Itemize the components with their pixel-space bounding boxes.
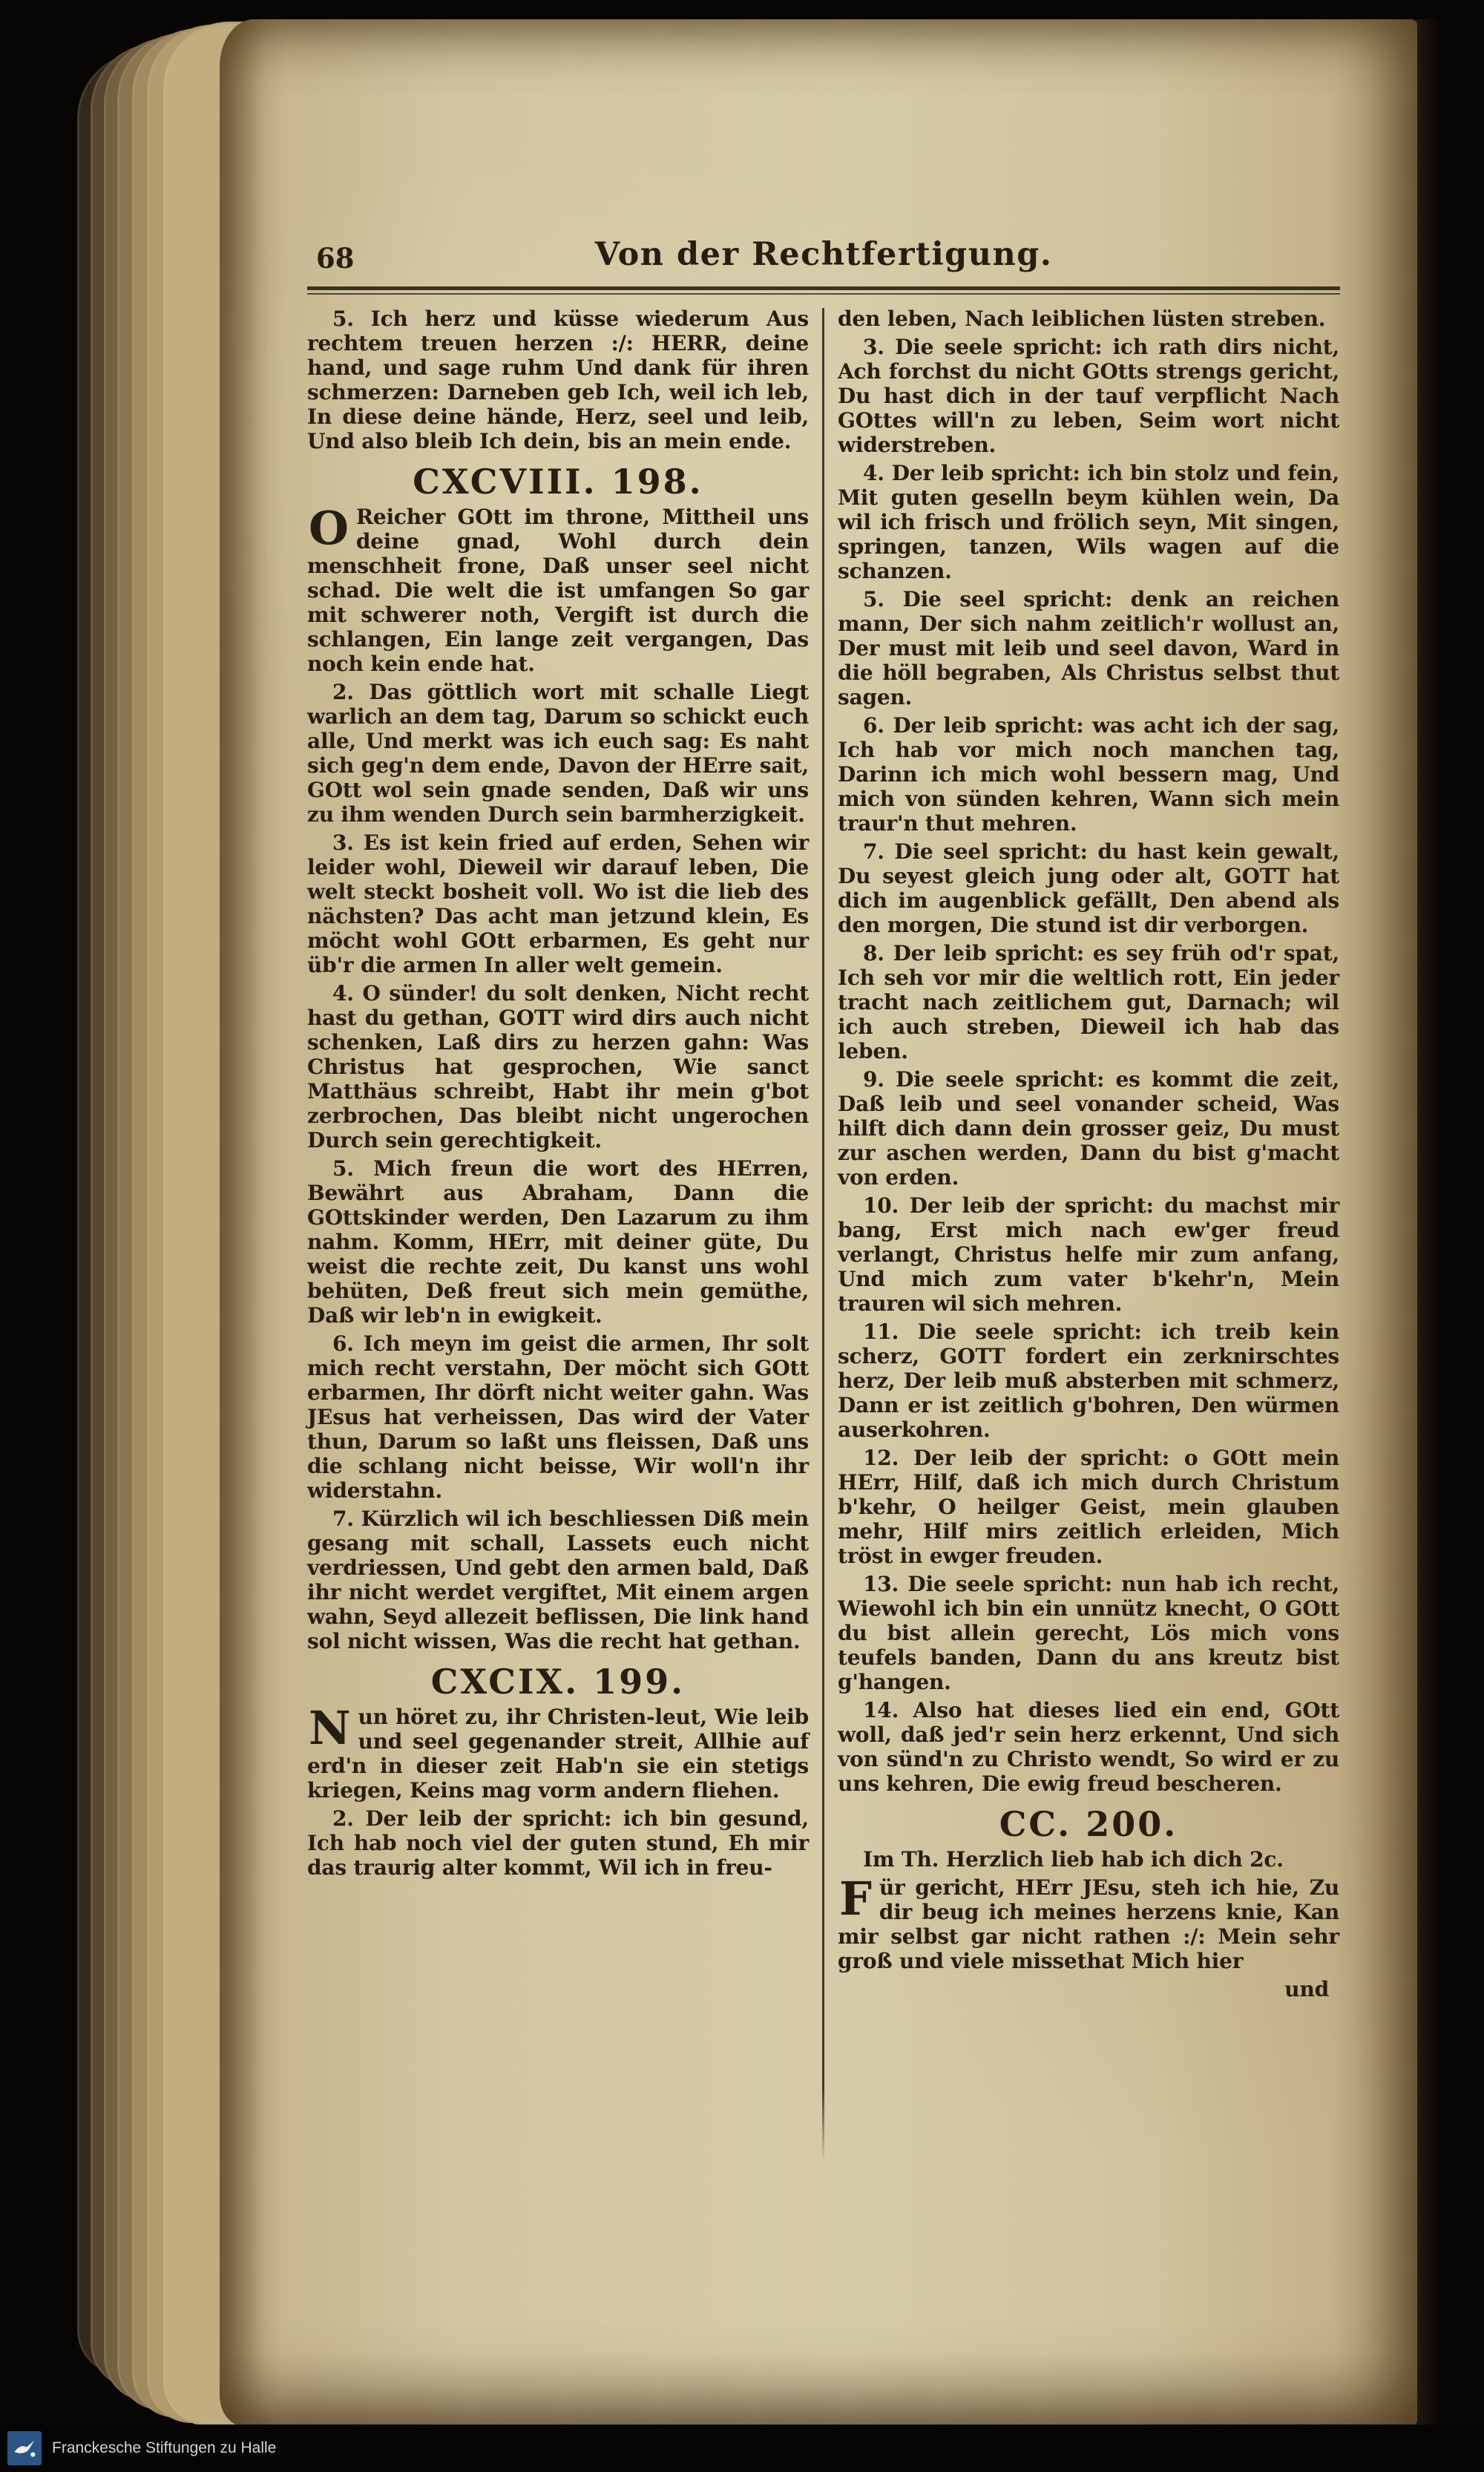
verse-paragraph: 3. Die seele spricht: ich rath dirs nicht, Ach forchst du nicht GOtts strengs gericht, Du hast dich in der tauf verpflicht Nach GOttes will'n zu leben, Seim wort nicht widerstreben. xyxy=(838,335,1339,457)
text-columns xyxy=(307,306,1340,2162)
verse-paragraph: Im Th. Herzlich lieb hab ich dich 2c. xyxy=(863,1847,1284,1872)
archive-watermark-bar xyxy=(0,2425,1484,2472)
verse-paragraph: 13. Die seele spricht: nun hab ich recht, Wiewohl ich bin ein unnütz knecht, O GOtt du bist allein gerecht, Lös mich vons teufels banden, Dann du ans kreutz bist g'hangen. xyxy=(838,1572,1339,1694)
verse-paragraph: 12. Der leib der spricht: o GOtt mein HErr, Hilf, daß ich mich durch Christum b'kehr, O heilger Geist, mein glauben mehr, Hilf mirs zeitlich erleiden, Mich tröst in ewger freuden. xyxy=(838,1446,1339,1568)
catchword: und xyxy=(1284,1977,1329,2001)
franckesche-eagle-logo-icon xyxy=(7,2431,42,2465)
verse-paragraph-dropcap: O Reicher GOtt im throne, Mittheil uns deine gnad, Wohl durch dein menschheit frone, Daß unser seel nicht schad. Die welt die ist umfangen So gar mit schwerer noth, Vergift ist durch die schlangen, Ein lange zeit vergangen, Das noch kein ende hat. xyxy=(307,501,809,676)
verse-paragraph-dropcap: Nun höret zu, ihr Christen-leut, Wie leib und seel gegenander streit, Allhie auf erd'n in dieser zeit Hab'n sie ein stetigs kriegen, Keins mag vorm andern fliehen. xyxy=(307,1701,809,1803)
verse-paragraph: 14. Also hat dieses lied ein end, GOtt woll, daß jed'r sein herz erkennt, Und sich von sünd'n zu Christo wendt, So wird er zu uns kehren, Die ewig freud bescheren. xyxy=(838,1698,1339,1796)
book-page xyxy=(220,19,1417,2427)
verse-paragraph-dropcap: Für gericht, HErr JEsu, steh ich hie, Zu dir beug ich meines herzens knie, Kan mir selbst gar nicht rathen :/: Mein sehr groß und viele missethat Mich hier xyxy=(838,1872,1339,1973)
right-column xyxy=(838,306,1339,2162)
drop-cap-initial: O xyxy=(309,501,349,555)
verse-paragraph: 11. Die seele spricht: ich treib kein scherz, GOTT fordert ein zerknirschtes herz, Der leib muß absterben mit schmerz, Dann er ist zeitlich g'bohren, Den würmen auserkohren. xyxy=(838,1319,1339,1442)
verse-paragraph: 4. Der leib spricht: ich bin stolz und fein, Mit guten geselln beym kühlen wein, Da wil ich frisch und frölich seyn, Mit singen, springen, tanzen, Wils wagen auf die schanzen. xyxy=(838,461,1339,583)
running-title: Von der Rechtfertigung. xyxy=(594,236,1053,273)
left-column xyxy=(307,306,809,2162)
verse-paragraph: 5. Ich herz und küsse wiederum Aus rechtem treuen herzen :/: HERR, deine hand, und sage ruhm Und dank für ihren schmerzen: Darneben geb Ich, weil ich leb, In diese deine hände, Herz, seel und leib, Und also bleib Ich dein, bis an mein ende. xyxy=(307,306,809,453)
watermark-label: Franckesche Stiftungen zu Halle xyxy=(52,2439,277,2456)
verse-paragraph: 7. Kürzlich wil ich beschliessen Diß mein gesang mit schall, Lassets euch nicht verdriessen, Und gebt den armen bald, Daß ihr nicht werdet vergiftet, Mit einem argen wahn, Seyd allezeit beflissen, Die link hand sol nicht wissen, Was die recht hat gethan. xyxy=(307,1507,809,1653)
column-divider-rule xyxy=(822,308,824,2162)
verse-paragraph: 9. Die seele spricht: es kommt die zeit, Daß leib und seel vonander scheid, Was hilft dich dann dein grosser geiz, Du must zur aschen werden, Dann du bist g'macht von erden. xyxy=(838,1067,1339,1190)
hymn-number-heading: CC. 200. xyxy=(999,1804,1178,1844)
page-number: 68 xyxy=(316,242,355,275)
verse-paragraph: 5. Die seel spricht: denk an reichen mann, Der sich nahm zeitlich'r wollust an, Der must mit leib und seel davon, Ward in die höll begraben, Als Christus selbst thut sagen. xyxy=(838,587,1339,709)
page-gutter-shadow xyxy=(1416,19,1438,2427)
header-rule xyxy=(307,286,1340,295)
verse-paragraph: 4. O sünder! du solt denken, Nicht recht hast du gethan, GOTT wird dirs auch nicht schenken, Laß dirs zu herzen gahn: Was Christus hat gesprochen, Wie sanct Matthäus schreibt, Habt ihr mein g'bot zerbrochen, Das bleibt nicht ungerochen Durch sein gerechtigkeit. xyxy=(307,981,809,1153)
continuation-paragraph: den leben, Nach leiblichen lüsten streben. xyxy=(838,306,1326,331)
drop-cap-initial: N xyxy=(309,1701,351,1755)
hymn-number-heading: CXCIX. 199. xyxy=(430,1662,686,1702)
verse-paragraph: 6. Ich meyn im geist die armen, Ihr solt mich recht verstahn, Der möcht sich GOtt erbarmen, Ihr dörft nicht weiter gahn. Was JEsus hat verheissen, Das wird der Vater thun, Darum so laßt uns fleissen, Daß uns die schlang nicht beisse, Wir woll'n ihr widerstahn. xyxy=(307,1331,809,1503)
verse-paragraph: 2. Das göttlich wort mit schalle Liegt warlich an dem tag, Darum so schickt euch alle, Und merkt was ich euch sag: Es naht sich geg'n dem ende, Davon der HErre sait, GOtt wol sein gnade senden, Daß wir uns zu ihm wenden Durch sein barmherzigkeit. xyxy=(307,680,809,827)
text-block xyxy=(307,236,1340,2162)
verse-paragraph: 6. Der leib spricht: was acht ich der sag, Ich hab vor mich noch manchen tag, Darinn ich mich wohl bessern mag, Und mich von sünden kehren, Wann sich mein traur'n thut mehren. xyxy=(838,713,1339,836)
verse-paragraph: 7. Die seel spricht: du hast kein gewalt, Du seyest gleich jung oder alt, GOTT hat dich im augenblick gefällt, Den abend als den morgen, Die stund ist dir verborgen. xyxy=(838,839,1339,937)
verse-paragraph: 10. Der leib der spricht: du machst mir bang, Erst mich nach ew'ger freud verlangt, Christus helfe mir zum anfang, Und mich zum vater b'kehr'n, Mein trauren wil sich mehren. xyxy=(838,1193,1339,1316)
verse-paragraph: 8. Der leib spricht: es sey früh od'r spat, Ich seh vor mir die weltlich rott, Ein jeder tracht nach zeitlichem gut, Darnach; wil ich auch streben, Dieweil ich hab das leben. xyxy=(838,941,1339,1063)
verse-paragraph: 2. Der leib der spricht: ich bin gesund, Ich hab noch viel der guten stund, Eh mir das traurig alter kommt, Wil ich in freu- xyxy=(307,1806,809,1880)
page-header xyxy=(307,236,1340,279)
verse-paragraph: 3. Es ist kein fried auf erden, Sehen wir leider wohl, Dieweil wir darauf leben, Die welt steckt bosheit voll. Wo ist die lieb des nächsten? Das acht man jetzund klein, Es möcht wohl GOtt erbarmen, Es geht nur üb'r die armen In aller welt gemein. xyxy=(307,830,809,977)
drop-cap-initial: F xyxy=(839,1872,872,1926)
hymn-number-heading: CXCVIII. 198. xyxy=(413,462,703,502)
verse-paragraph: 5. Mich freun die wort des HErren, Bewährt aus Abraham, Dann die GOttskinder werden, Den Lazarum zu ihm nahm. Komm, HErr, mit deiner güte, Du weist die rechte zeit, Du kanst uns wohl behüten, Deß freut sich mein gemüthe, Daß wir leb'n in ewigkeit. xyxy=(307,1156,809,1328)
